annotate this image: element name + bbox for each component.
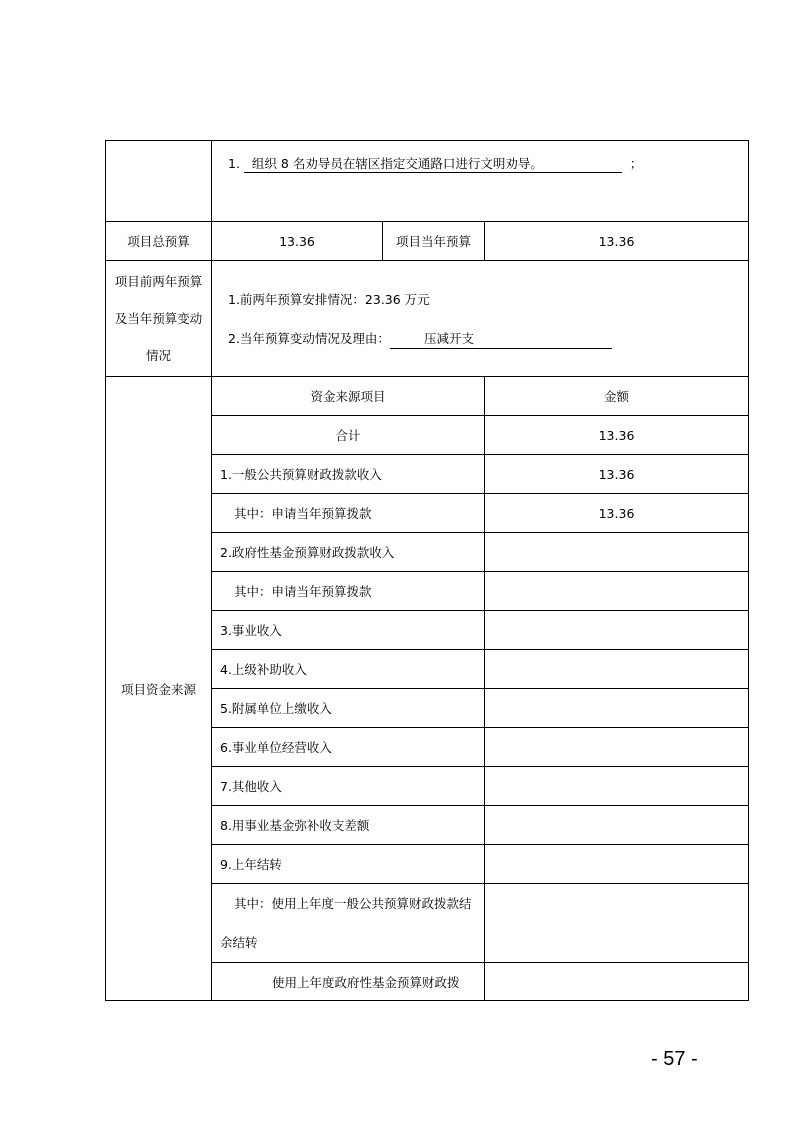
funding-source-name-line: 其中：使用上年度一般公共预算财政拨款结 <box>234 896 472 911</box>
task-item-end: ； <box>629 156 643 171</box>
funding-amount <box>485 611 749 650</box>
funding-amount-header: 金额 <box>485 377 749 416</box>
funding-source-name: 6.事业单位经营收入 <box>212 728 485 767</box>
funding-source-name: 其中：申请当年预算拨款 <box>212 494 485 533</box>
funding-source-name: 7.其他收入 <box>212 767 485 806</box>
funding-amount <box>485 572 749 611</box>
funding-source-name-line: 余结转 <box>220 935 258 950</box>
funding-amount <box>485 806 749 845</box>
previous-budget-label-line: 项目前两年预算 <box>114 274 203 289</box>
funding-amount <box>485 884 749 963</box>
funding-source-name: 9.上年结转 <box>212 845 485 884</box>
previous-budget-content <box>212 261 749 377</box>
funding-source-name: 使用上年度政府性基金预算财政拨 <box>212 963 485 1001</box>
funding-source-name: 2.政府性基金预算财政拨款收入 <box>212 533 485 572</box>
funding-amount <box>485 963 749 1001</box>
funding-source-name: 其中：申请当年预算拨款 <box>212 572 485 611</box>
funding-amount: 13.36 <box>485 494 749 533</box>
previous-budget-line-2 <box>228 319 748 358</box>
funding-source-name: 1.一般公共预算财政拨款收入 <box>212 455 485 494</box>
funding-amount <box>485 767 749 806</box>
previous-budget-label <box>106 261 212 377</box>
task-row <box>106 141 749 222</box>
previous-budget-row <box>106 261 749 377</box>
budget-change-reason: 压减开支 <box>390 330 612 349</box>
funding-source-header: 资金来源项目 <box>212 377 485 416</box>
funding-section-label: 项目资金来源 <box>106 377 212 1001</box>
page-number: - 57 - <box>651 1048 698 1070</box>
project-budget-table <box>105 140 749 1001</box>
funding-amount <box>485 845 749 884</box>
funding-amount <box>485 650 749 689</box>
funding-source-name: 8.用事业基金弥补收支差额 <box>212 806 485 845</box>
total-budget-label: 项目总预算 <box>106 222 212 261</box>
funding-amount <box>485 728 749 767</box>
previous-budget-label-line: 及当年预算变动 <box>114 311 203 326</box>
funding-amount <box>485 689 749 728</box>
funding-source-name <box>212 884 485 963</box>
budget-row <box>106 222 749 261</box>
total-budget-value: 13.36 <box>212 222 383 261</box>
funding-amount: 13.36 <box>485 416 749 455</box>
task-item-text: 组织 8 名劝导员在辖区指定交通路口进行文明劝导。 <box>244 154 622 173</box>
funding-source-name: 合计 <box>212 416 485 455</box>
year-budget-value: 13.36 <box>485 222 749 261</box>
previous-budget-line-1: 1.前两年预算安排情况：23.36 万元 <box>228 291 430 307</box>
funding-source-name: 4.上级补助收入 <box>212 650 485 689</box>
budget-change-prefix: 2.当年预算变动情况及理由： <box>228 330 390 346</box>
previous-budget-label-line: 情况 <box>145 348 171 363</box>
funding-amount: 13.36 <box>485 455 749 494</box>
year-budget-label: 项目当年预算 <box>383 222 485 261</box>
funding-amount <box>485 533 749 572</box>
funding-source-name: 5.附属单位上缴收入 <box>212 689 485 728</box>
task-row-label-cell <box>106 141 212 222</box>
task-content-cell <box>212 141 749 222</box>
funding-header-row <box>106 377 749 416</box>
task-item-number: 1. <box>228 156 240 171</box>
funding-source-name: 3.事业收入 <box>212 611 485 650</box>
